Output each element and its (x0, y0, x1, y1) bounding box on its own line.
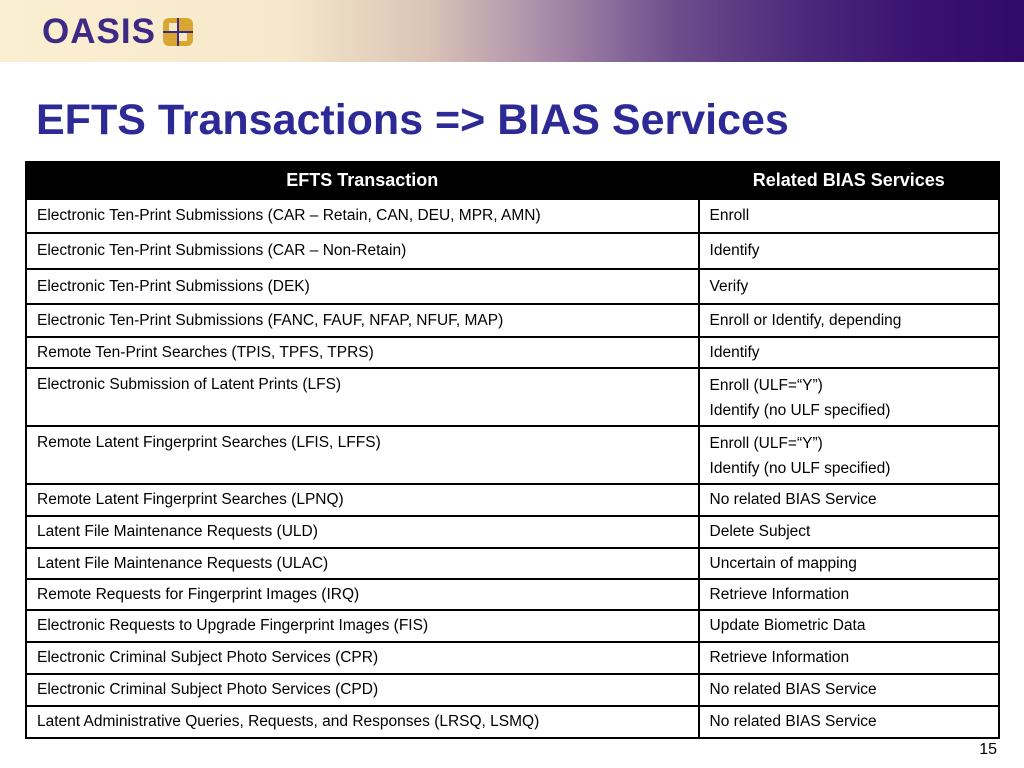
table-row (26, 706, 999, 738)
service-line: Identify (no ULF specified) (709, 460, 891, 477)
table-row (26, 610, 999, 642)
transaction-cell: Electronic Ten-Print Submissions (CAR – Non-Retain) (26, 233, 699, 269)
service-cell: Enroll (699, 199, 999, 233)
slide-title: EFTS Transactions => BIAS Services (36, 96, 789, 144)
transaction-cell: Remote Latent Fingerprint Searches (LPNQ) (26, 484, 699, 516)
column-header-efts-transaction: EFTS Transaction (26, 162, 699, 199)
transaction-cell: Electronic Criminal Subject Photo Services (CPR) (26, 642, 699, 674)
transaction-cell: Electronic Requests to Upgrade Fingerprint Images (FIS) (26, 610, 699, 642)
table-row (26, 642, 999, 674)
transaction-cell: Latent File Maintenance Requests (ULD) (26, 516, 699, 548)
table-row (26, 233, 999, 269)
logo-text: OASIS (42, 12, 156, 51)
service-cell: Retrieve Information (699, 579, 999, 610)
efts-bias-mapping-table (25, 161, 1000, 739)
transaction-cell: Remote Latent Fingerprint Searches (LFIS, LFFS) (26, 426, 699, 484)
table-row (26, 548, 999, 579)
table-row (26, 337, 999, 368)
transaction-cell: Remote Requests for Fingerprint Images (IRQ) (26, 579, 699, 610)
transaction-cell: Electronic Submission of Latent Prints (LFS) (26, 368, 699, 426)
transaction-cell: Electronic Criminal Subject Photo Services (CPD) (26, 674, 699, 706)
service-line: Enroll (ULF=“Y”) (709, 377, 823, 394)
transaction-cell: Remote Ten-Print Searches (TPIS, TPFS, TPRS) (26, 337, 699, 368)
service-cell (699, 368, 999, 426)
table-row (26, 304, 999, 337)
table-row (26, 674, 999, 706)
table-row (26, 516, 999, 548)
oasis-logo (42, 12, 194, 52)
slide-number: 15 (979, 741, 997, 758)
service-cell: No related BIAS Service (699, 484, 999, 516)
table-row (26, 199, 999, 233)
table-row (26, 579, 999, 610)
service-cell: Uncertain of mapping (699, 548, 999, 579)
transaction-cell: Electronic Ten-Print Submissions (CAR – Retain, CAN, DEU, MPR, AMN) (26, 199, 699, 233)
service-cell: Delete Subject (699, 516, 999, 548)
service-line: Enroll (ULF=“Y”) (709, 435, 823, 452)
table-row (26, 368, 999, 426)
oasis-logo-mark-icon (162, 16, 194, 48)
service-cell: Update Biometric Data (699, 610, 999, 642)
service-cell: No related BIAS Service (699, 706, 999, 738)
service-cell: Retrieve Information (699, 642, 999, 674)
service-cell: Enroll or Identify, depending (699, 304, 999, 337)
service-cell: Identify (699, 233, 999, 269)
column-header-related-bias-services: Related BIAS Services (699, 162, 999, 199)
table-row (26, 484, 999, 516)
transaction-cell: Latent File Maintenance Requests (ULAC) (26, 548, 699, 579)
service-cell: Identify (699, 337, 999, 368)
transaction-cell: Latent Administrative Queries, Requests, and Responses (LRSQ, LSMQ) (26, 706, 699, 738)
table-header-row (26, 162, 999, 199)
service-cell: No related BIAS Service (699, 674, 999, 706)
table-row (26, 269, 999, 304)
service-line: Identify (no ULF specified) (709, 402, 891, 419)
transaction-cell: Electronic Ten-Print Submissions (DEK) (26, 269, 699, 304)
service-cell (699, 426, 999, 484)
service-cell: Verify (699, 269, 999, 304)
table-row (26, 426, 999, 484)
transaction-cell: Electronic Ten-Print Submissions (FANC, FAUF, NFAP, NFUF, MAP) (26, 304, 699, 337)
